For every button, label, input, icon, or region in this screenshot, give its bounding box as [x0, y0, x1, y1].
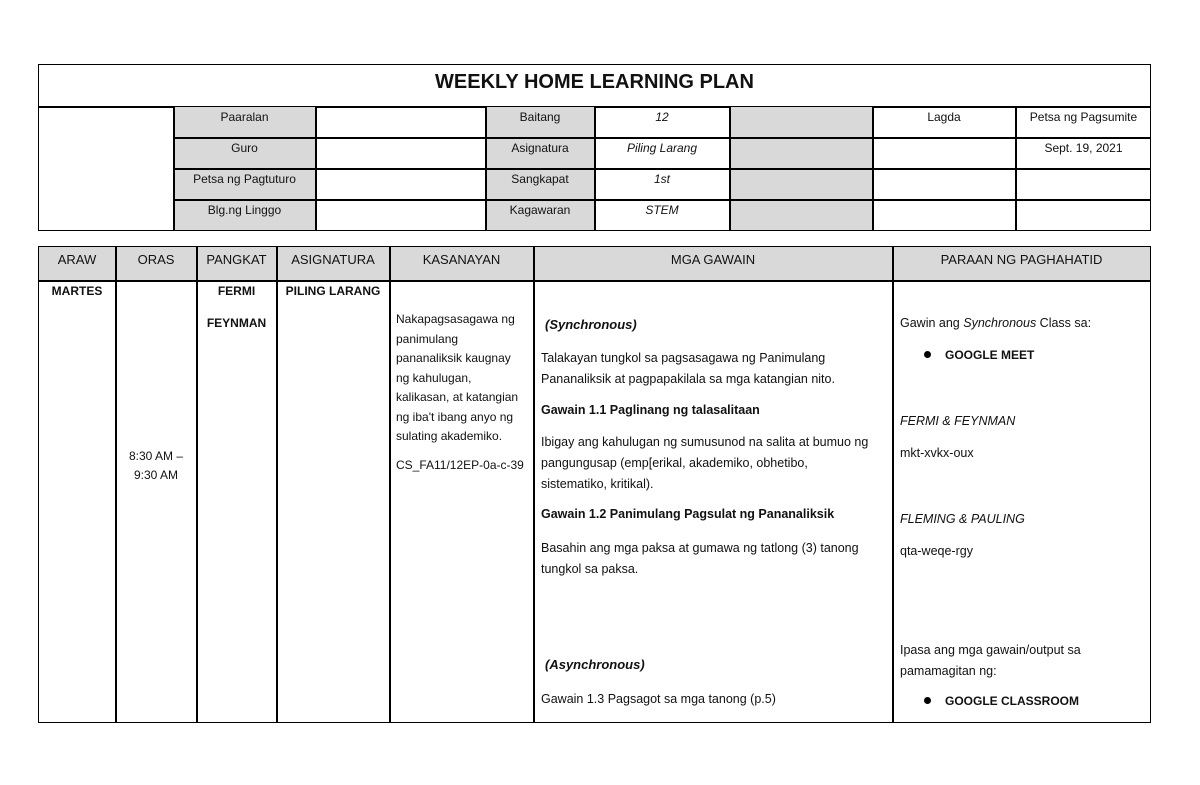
async-heading: (Asynchronous): [545, 657, 645, 672]
guro-label: Guro: [231, 141, 258, 155]
kagawaran-value: STEM: [645, 203, 679, 217]
paraan-sync-line: Gawin ang Synchronous Class sa:: [900, 316, 1092, 330]
gawain-1-2-text: Basahin ang mga paksa at gumawa ng tatlong (3) tanong tungkol sa paksa.: [541, 541, 859, 576]
gawain-1-1-title: Gawain 1.1 Paglinang ng talasalitaan: [541, 403, 760, 417]
sangkapat-label: Sangkapat: [511, 172, 569, 186]
asignatura-value: Piling Larang: [626, 141, 698, 155]
bullet-icon: [924, 697, 931, 704]
kasanayan-text: Nakapagsasagawa ng panimulang pananaliksik kaugnay ng kahulugan, kalikasan, at katangian ng iba't ibang anyo ng sulating akademiko.: [396, 312, 519, 443]
gawain-1-3-text: Gawain 1.3 Pagsagot sa mga tanong (p.5): [541, 692, 776, 706]
col-header-asignatura: ASIGNATURA: [291, 252, 375, 267]
pangkat-feynman: FEYNMAN: [206, 316, 267, 330]
group-1-code: mkt-xvkx-oux: [900, 446, 974, 460]
col-header-paraan: PARAAN NG PAGHAHATID: [940, 252, 1103, 267]
col-header-kasanayan: KASANAYAN: [422, 252, 501, 267]
petsa-pagsumite-label: Petsa ng Pagsumite: [1029, 110, 1138, 124]
petsa-pagtuturo-label: Petsa ng Pagtuturo: [193, 172, 296, 186]
petsa-pagsumite-value: Sept. 19, 2021: [1044, 141, 1123, 155]
sync-heading: (Synchronous): [545, 317, 637, 332]
gawain-1-1-text: Ibigay ang kahulugan ng sumusunod na salita at bumuo ng pangungusap (emp[erikal, akademiko, obhetibo, sistematiko, kritikal).: [541, 435, 869, 491]
baitang-value: 12: [655, 110, 669, 124]
lagda-label: Lagda: [927, 110, 961, 124]
google-meet-item: GOOGLE MEET: [924, 348, 1034, 363]
kagawaran-label: Kagawaran: [509, 203, 571, 217]
oras-cell: 8:30 AM – 9:30 AM: [128, 449, 184, 482]
submit-text: Ipasa ang mga gawain/output sa pamamagitan ng:: [900, 643, 1081, 678]
plan-title: WEEKLY HOME LEARNING PLAN: [435, 71, 754, 93]
paaralan-label: Paaralan: [220, 110, 269, 124]
google-classroom-item: GOOGLE CLASSROOM: [924, 694, 1079, 709]
kasanayan-code: CS_FA11/12EP-0a-c-39: [396, 458, 524, 472]
araw-cell: MARTES: [51, 284, 103, 298]
asignatura-label: Asignatura: [511, 141, 569, 155]
asignatura-cell: PILING LARANG: [285, 284, 381, 298]
group-1-label: FERMI & FEYNMAN: [900, 414, 1016, 428]
col-header-pangkat: PANGKAT: [206, 252, 267, 267]
col-header-oras: ORAS: [137, 252, 175, 267]
sync-text: Talakayan tungkol sa pagsasagawa ng Panimulang Pananaliksik at pagpapakilala sa mga katangian nito.: [541, 351, 835, 386]
col-header-mga-gawain: MGA GAWAIN: [670, 252, 756, 267]
group-2-label: FLEMING & PAULING: [900, 512, 1025, 526]
baitang-label: Baitang: [519, 110, 561, 124]
linggo-label: Blg.ng Linggo: [207, 203, 282, 217]
sangkapat-value: 1st: [653, 172, 670, 186]
group-2-code: qta-weqe-rgy: [900, 544, 973, 558]
bullet-icon: [924, 351, 931, 358]
pangkat-fermi: FERMI: [217, 284, 256, 298]
gawain-1-2-title: Gawain 1.2 Panimulang Pagsulat ng Pananaliksik: [541, 507, 835, 521]
col-header-araw: ARAW: [57, 252, 97, 267]
